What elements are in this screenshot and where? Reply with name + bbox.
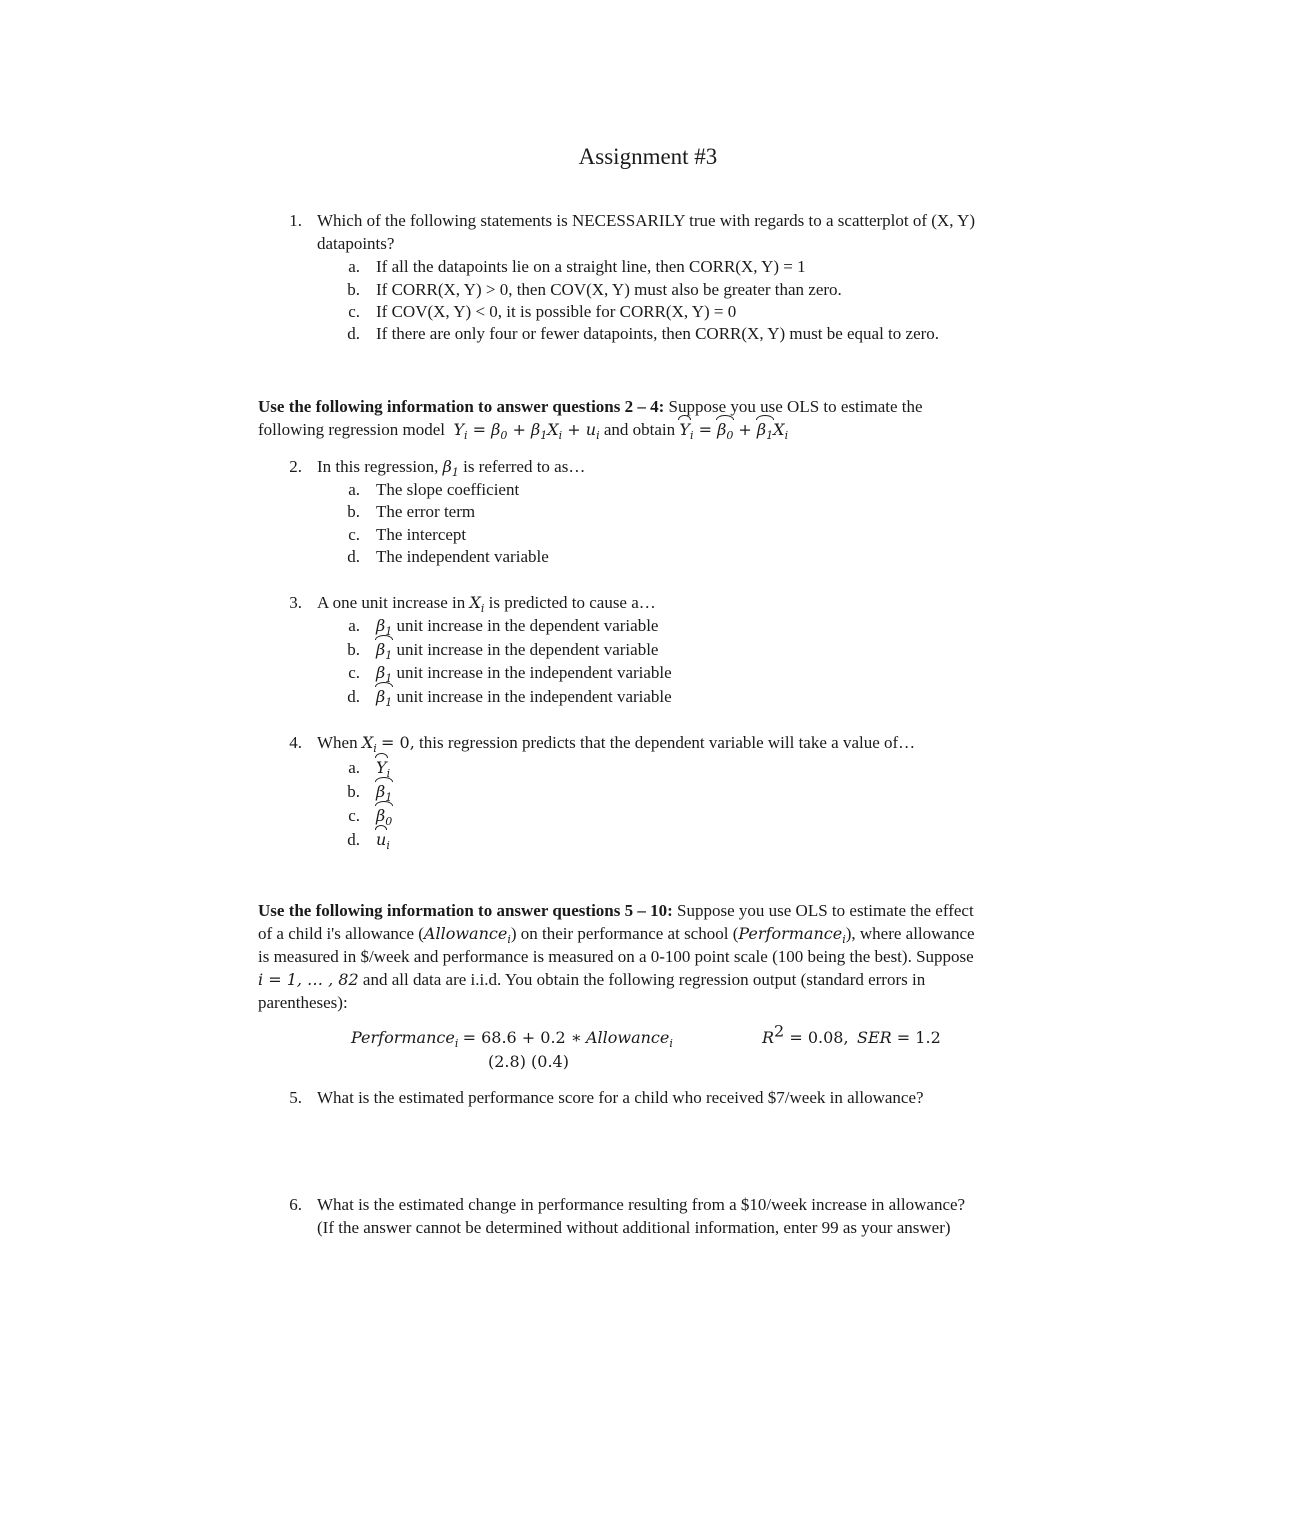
regression-lhs: Performance$_i$ [351, 1028, 459, 1051]
option-letter: d. [347, 687, 360, 706]
question-stem [317, 731, 915, 754]
option-letter: b. [347, 280, 360, 299]
standard-errors: (2.8) (0.4) [488, 1052, 569, 1071]
info-line-3: is measured in $/week and performance is measured on a 0-100 point scale (100 being the best). Suppose [258, 947, 974, 966]
info-text: following regression model [258, 420, 445, 439]
stem-text: A one unit increase in [317, 593, 466, 612]
option-letter: b. [347, 502, 360, 521]
option-text: The intercept [376, 525, 467, 544]
info-text: and all data are i.i.d. You obtain the following regression output (standard errors in [358, 970, 926, 989]
option-letter: d. [347, 547, 360, 566]
question-number: 2. [289, 457, 302, 476]
stem-text: is referred to as… [463, 457, 586, 476]
r-squared-value: = 0.08, [784, 1028, 849, 1047]
beta-0-hat-symbol: $\beta_0$ [376, 806, 393, 829]
option-letter: a. [348, 480, 360, 499]
stem-equation: = 0, [381, 733, 415, 752]
allowance-i-symbol: Allowance$_i$ [423, 924, 511, 947]
regression-equation [351, 1026, 673, 1049]
beta-1-hat-symbol: $\beta_1$ [376, 640, 393, 663]
info-line-2 [258, 418, 788, 441]
info-line-1 [258, 899, 974, 922]
option-text: If CORR(X, Y) > 0, then COV(X, Y) must also be greater than zero. [376, 280, 842, 299]
question-number: 4. [289, 733, 302, 752]
info-text: ), where allowance [845, 924, 975, 943]
stem-text: this regression predicts that the dependent variable will take a value of… [419, 733, 916, 752]
option-text: unit increase in the independent variable [396, 687, 672, 706]
page-title: Assignment #3 [578, 144, 718, 169]
question-stem: What is the estimated change in performance resulting from a $10/week increase in allowance? [317, 1195, 966, 1214]
question-number: 5. [289, 1088, 302, 1107]
option-letter: c. [348, 663, 360, 682]
option-text: The independent variable [376, 547, 549, 566]
option-letter: d. [347, 830, 360, 849]
option-letter: c. [348, 525, 360, 544]
question-stem-continued: datapoints? [317, 234, 395, 253]
stem-text: In this regression, [317, 457, 439, 476]
option-c [376, 661, 672, 684]
option-text: The error term [376, 502, 476, 521]
info-text: Suppose you use OLS to estimate the [664, 397, 923, 416]
ser-value: = 1.2 [891, 1028, 941, 1047]
option-text: If COV(X, Y) < 0, it is possible for CORR(X, Y) = 0 [376, 302, 737, 321]
ser-label: SER [857, 1028, 892, 1047]
x-i-symbol: $X_i$ [469, 593, 485, 616]
info-line-5: parentheses): [258, 993, 348, 1012]
info-text: ) on their performance at school ( [510, 924, 739, 943]
beta-1-symbol: $\beta_1$ [376, 663, 393, 686]
option-text: If there are only four or fewer datapoints, then CORR(X, Y) must be equal to zero. [376, 324, 940, 343]
question-number: 3. [289, 593, 302, 612]
info-heading: Use the following information to answer questions 5 – 10: [258, 901, 673, 920]
question-number: 1. [289, 211, 302, 230]
option-letter: a. [348, 257, 360, 276]
option-text: unit increase in the dependent variable [396, 616, 659, 635]
stem-text: is predicted to cause a… [488, 593, 656, 612]
index-range: i = 1, … , 82 [258, 970, 359, 989]
question-stem [317, 455, 585, 478]
y-i-hat-symbol: $Y_i$ [376, 758, 391, 781]
x-i-symbol: $X_i$ [361, 733, 377, 756]
regression-rhs: Allowance$_i$ [585, 1028, 673, 1051]
u-i-hat-symbol: $u_i$ [376, 830, 390, 853]
option-letter: d. [347, 324, 360, 343]
regression-coefficients: = 68.6 + 0.2 ∗ [462, 1028, 582, 1047]
option-text: The slope coefficient [376, 480, 520, 499]
option-letter: b. [347, 782, 360, 801]
info-text: Suppose you use OLS to estimate the effect [672, 901, 974, 920]
option-b [376, 638, 658, 661]
option-letter: a. [348, 616, 360, 635]
info-line-1 [258, 395, 923, 418]
option-d [376, 685, 672, 708]
option-letter: a. [348, 758, 360, 777]
option-text: unit increase in the independent variable [396, 663, 672, 682]
stem-text: When [317, 733, 358, 752]
info-heading: Use the following information to answer questions 2 – 4: [258, 397, 665, 416]
fitted-model-equation: $Y_i = \beta_0 + \beta_1X_i$ [679, 420, 789, 443]
question-stem: What is the estimated performance score for a child who received $7/week in allowance? [317, 1088, 924, 1107]
beta-1-symbol: $\beta_1$ [376, 616, 393, 639]
info-line-4 [258, 968, 925, 991]
question-stem-continued: (If the answer cannot be determined without additional information, enter 99 as your answer) [317, 1218, 951, 1237]
beta-1-hat-symbol: $\beta_1$ [376, 687, 393, 710]
regression-model-equation: $Y_i = \beta_0 + \beta_1X_i + u_i$ [453, 420, 600, 443]
question-stem [317, 591, 656, 614]
option-letter: c. [348, 302, 360, 321]
info-text: of a child i's allowance ( [258, 924, 424, 943]
question-stem: Which of the following statements is NECESSARILY true with regards to a scatterplot of (X, Y) [317, 211, 976, 230]
r-squared: $R^2$ [762, 1021, 785, 1047]
regression-fit-stats [762, 1021, 941, 1049]
option-letter: c. [348, 806, 360, 825]
option-a [376, 614, 658, 637]
option-text: If all the datapoints lie on a straight line, then CORR(X, Y) = 1 [376, 257, 806, 276]
info-line-2 [258, 922, 975, 945]
beta-1-hat-symbol: $\beta_1$ [376, 782, 393, 805]
performance-i-symbol: Performance$_i$ [738, 924, 846, 947]
option-text: unit increase in the dependent variable [396, 640, 659, 659]
option-letter: b. [347, 640, 360, 659]
beta-1-symbol: $\beta_1$ [442, 457, 459, 480]
question-number: 6. [289, 1195, 302, 1214]
info-text: and obtain [603, 420, 676, 439]
